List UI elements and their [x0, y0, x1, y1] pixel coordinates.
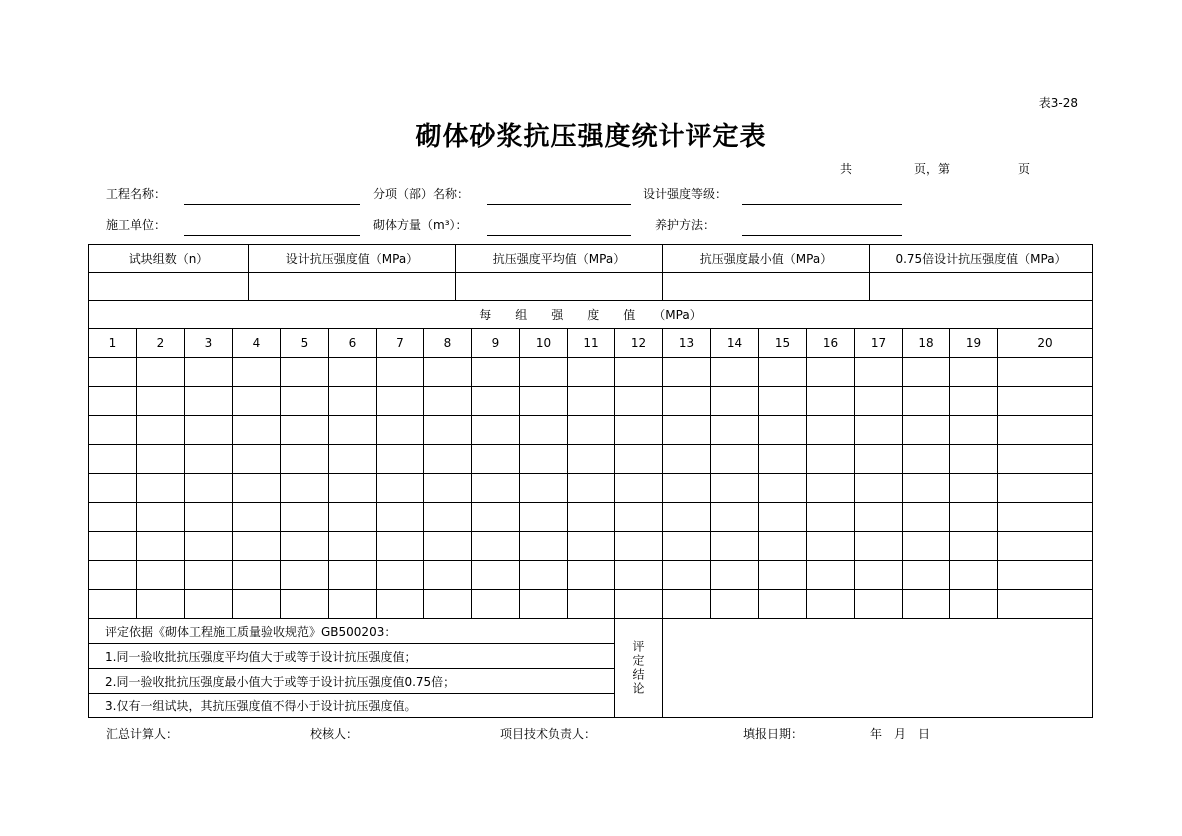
- strength-value-cell[interactable]: [662, 444, 711, 474]
- strength-value-cell[interactable]: [88, 560, 137, 590]
- strength-value-cell[interactable]: [88, 473, 137, 503]
- strength-value-cell[interactable]: [184, 444, 233, 474]
- strength-value-cell[interactable]: [567, 502, 615, 532]
- strength-value-cell[interactable]: [328, 444, 377, 474]
- strength-value-cell[interactable]: [949, 444, 998, 474]
- strength-value-cell[interactable]: [232, 502, 281, 532]
- strength-value-cell[interactable]: [88, 444, 137, 474]
- header-cell: [88, 244, 249, 273]
- strength-value-cell[interactable]: [184, 415, 233, 445]
- column-number-text: 11: [583, 336, 599, 350]
- column-number-text: 15: [774, 336, 791, 350]
- strength-value-cell[interactable]: [997, 560, 1093, 590]
- strength-value-cell[interactable]: [662, 531, 711, 561]
- strength-value-cell[interactable]: [854, 357, 903, 387]
- strength-value-cell[interactable]: [806, 444, 855, 474]
- strength-value-cell[interactable]: [136, 415, 185, 445]
- strength-value-cell[interactable]: [997, 473, 1093, 503]
- strength-value-cell[interactable]: [232, 473, 281, 503]
- column-number: [136, 328, 185, 358]
- strength-value-cell[interactable]: [854, 473, 903, 503]
- strength-value-cell[interactable]: [806, 386, 855, 416]
- column-number-text: 10: [535, 336, 552, 350]
- header-cell: [248, 244, 456, 273]
- strength-value-cell[interactable]: [376, 357, 424, 387]
- strength-value-cell[interactable]: [328, 386, 377, 416]
- strength-value-cell[interactable]: [471, 415, 520, 445]
- strength-value-cell[interactable]: [423, 357, 472, 387]
- strength-value-cell[interactable]: [710, 531, 759, 561]
- contractor-field[interactable]: [184, 235, 360, 236]
- strength-value-cell[interactable]: [376, 444, 424, 474]
- header-value-cell[interactable]: [248, 272, 456, 301]
- criteria-line-text: 1.同一验收批抗压强度平均值大于或等于设计抗压强度值；: [105, 649, 417, 664]
- strength-value-cell[interactable]: [423, 560, 472, 590]
- header-cell: [869, 244, 1093, 273]
- column-number-text: 13: [678, 336, 695, 350]
- strength-value-cell[interactable]: [710, 357, 759, 387]
- strength-value-cell[interactable]: [232, 415, 281, 445]
- column-number: [232, 328, 281, 358]
- strength-value-cell[interactable]: [949, 386, 998, 416]
- strength-value-cell[interactable]: [854, 386, 903, 416]
- strength-value-cell[interactable]: [328, 502, 377, 532]
- strength-value-cell[interactable]: [806, 560, 855, 590]
- criteria-line: [88, 668, 615, 694]
- strength-value-cell[interactable]: [471, 560, 520, 590]
- column-number: [519, 328, 568, 358]
- strength-value-cell[interactable]: [662, 415, 711, 445]
- column-number: [567, 328, 615, 358]
- strength-value-cell[interactable]: [854, 502, 903, 532]
- strength-value-cell[interactable]: [280, 531, 329, 561]
- calculator-label: 汇总计算人：: [106, 727, 179, 741]
- column-number: [88, 328, 137, 358]
- project-name-field[interactable]: [184, 204, 360, 205]
- strength-value-cell[interactable]: [662, 473, 711, 503]
- strength-value-cell[interactable]: [614, 589, 663, 619]
- strength-value-cell[interactable]: [519, 560, 568, 590]
- strength-value-cell[interactable]: [997, 589, 1093, 619]
- strength-value-cell[interactable]: [471, 531, 520, 561]
- header-value-cell[interactable]: [455, 272, 663, 301]
- strength-value-cell[interactable]: [471, 473, 520, 503]
- group-values-label: [88, 300, 1093, 329]
- column-number: [758, 328, 807, 358]
- group-values-label-text: 每 组 强 度 值 （MPa）: [479, 308, 702, 322]
- strength-value-cell[interactable]: [614, 531, 663, 561]
- strength-value-cell[interactable]: [232, 589, 281, 619]
- strength-value-cell[interactable]: [88, 357, 137, 387]
- strength-value-cell[interactable]: [997, 444, 1093, 474]
- strength-value-cell[interactable]: [806, 473, 855, 503]
- strength-value-cell[interactable]: [758, 502, 807, 532]
- strength-value-cell[interactable]: [423, 415, 472, 445]
- strength-value-cell[interactable]: [567, 560, 615, 590]
- strength-value-cell[interactable]: [136, 560, 185, 590]
- strength-value-cell[interactable]: [471, 502, 520, 532]
- curing-label: 养护方法：: [655, 218, 716, 232]
- strength-value-cell[interactable]: [997, 386, 1093, 416]
- strength-value-cell[interactable]: [328, 415, 377, 445]
- strength-value-cell[interactable]: [328, 560, 377, 590]
- strength-value-cell[interactable]: [949, 560, 998, 590]
- strength-value-cell[interactable]: [519, 502, 568, 532]
- header-cell: [662, 244, 870, 273]
- strength-value-cell[interactable]: [662, 502, 711, 532]
- strength-value-cell[interactable]: [614, 415, 663, 445]
- strength-value-cell[interactable]: [854, 444, 903, 474]
- conclusion-field[interactable]: [662, 618, 1093, 718]
- column-number-text: 14: [726, 336, 743, 350]
- column-number-text: 5: [300, 336, 309, 350]
- criteria-line-text: 3.仅有一组试块，其抗压强度值不得小于设计抗压强度值。: [105, 699, 417, 713]
- header-cell-text: 抗压强度平均值（MPa）: [492, 252, 626, 266]
- header-value-cell[interactable]: [88, 272, 249, 301]
- strength-value-cell[interactable]: [471, 357, 520, 387]
- strength-value-cell[interactable]: [184, 473, 233, 503]
- strength-value-cell[interactable]: [758, 415, 807, 445]
- strength-value-cell[interactable]: [88, 531, 137, 561]
- column-number-text: 4: [252, 336, 261, 350]
- strength-value-cell[interactable]: [184, 560, 233, 590]
- strength-value-cell[interactable]: [280, 386, 329, 416]
- strength-value-cell[interactable]: [662, 386, 711, 416]
- criteria-line: [88, 693, 615, 718]
- strength-value-cell[interactable]: [232, 386, 281, 416]
- strength-value-cell[interactable]: [376, 589, 424, 619]
- strength-value-cell[interactable]: [854, 560, 903, 590]
- column-number: [614, 328, 663, 358]
- header-cell-text: 抗压强度最小值（MPa）: [699, 252, 833, 266]
- strength-value-cell[interactable]: [662, 589, 711, 619]
- strength-value-cell[interactable]: [854, 415, 903, 445]
- header-cell: [455, 244, 663, 273]
- strength-value-cell[interactable]: [902, 415, 950, 445]
- strength-value-cell[interactable]: [567, 473, 615, 503]
- strength-value-cell[interactable]: [758, 589, 807, 619]
- strength-value-cell[interactable]: [614, 444, 663, 474]
- strength-value-cell[interactable]: [519, 386, 568, 416]
- date-value: 年 月 日: [870, 727, 931, 741]
- strength-value-cell[interactable]: [376, 502, 424, 532]
- column-number: [997, 328, 1093, 358]
- criteria-line: [88, 618, 615, 644]
- strength-value-cell[interactable]: [806, 589, 855, 619]
- strength-value-cell[interactable]: [280, 357, 329, 387]
- strength-value-cell[interactable]: [567, 531, 615, 561]
- strength-value-cell[interactable]: [280, 502, 329, 532]
- strength-value-cell[interactable]: [423, 444, 472, 474]
- column-number: [662, 328, 711, 358]
- strength-value-cell[interactable]: [902, 444, 950, 474]
- conclusion-label-text: 评定结论: [631, 640, 645, 696]
- strength-value-cell[interactable]: [519, 357, 568, 387]
- column-number: [949, 328, 998, 358]
- strength-value-cell[interactable]: [376, 386, 424, 416]
- page-sep-label: 页，第: [914, 162, 951, 176]
- strength-value-cell[interactable]: [136, 386, 185, 416]
- criteria-line-text: 评定依据《砌体工程施工质量验收规范》GB500203：: [105, 624, 397, 639]
- strength-value-cell[interactable]: [376, 473, 424, 503]
- strength-value-cell[interactable]: [710, 589, 759, 619]
- strength-value-cell[interactable]: [662, 560, 711, 590]
- strength-value-cell[interactable]: [184, 531, 233, 561]
- strength-value-cell[interactable]: [280, 589, 329, 619]
- strength-value-cell[interactable]: [902, 473, 950, 503]
- header-cell-text: 0.75倍设计抗压强度值（MPa）: [895, 252, 1067, 266]
- strength-value-cell[interactable]: [997, 357, 1093, 387]
- strength-value-cell[interactable]: [902, 589, 950, 619]
- header-cell-text: 试块组数（n）: [128, 252, 209, 266]
- strength-value-cell[interactable]: [471, 386, 520, 416]
- strength-value-cell[interactable]: [806, 531, 855, 561]
- column-number: [806, 328, 855, 358]
- strength-value-cell[interactable]: [758, 560, 807, 590]
- column-number-text: 3: [204, 336, 213, 350]
- strength-value-cell[interactable]: [376, 531, 424, 561]
- criteria-line: [88, 643, 615, 669]
- strength-value-cell[interactable]: [710, 386, 759, 416]
- strength-value-cell[interactable]: [376, 415, 424, 445]
- strength-value-cell[interactable]: [758, 531, 807, 561]
- strength-value-cell[interactable]: [328, 357, 377, 387]
- strength-value-cell[interactable]: [136, 502, 185, 532]
- strength-value-cell[interactable]: [423, 473, 472, 503]
- column-number-text: 1: [108, 336, 117, 350]
- strength-value-cell[interactable]: [136, 589, 185, 619]
- strength-value-cell[interactable]: [567, 589, 615, 619]
- page-end-label: 页: [1018, 162, 1031, 176]
- strength-value-cell[interactable]: [662, 357, 711, 387]
- date-label: 填报日期：: [743, 727, 804, 741]
- strength-value-cell[interactable]: [88, 589, 137, 619]
- sub-item-field[interactable]: [487, 204, 631, 205]
- strength-value-cell[interactable]: [854, 589, 903, 619]
- strength-value-cell[interactable]: [997, 415, 1093, 445]
- strength-value-cell[interactable]: [949, 357, 998, 387]
- strength-value-cell[interactable]: [519, 473, 568, 503]
- column-number: [471, 328, 520, 358]
- strength-value-cell[interactable]: [758, 444, 807, 474]
- strength-value-cell[interactable]: [902, 502, 950, 532]
- strength-value-cell[interactable]: [136, 473, 185, 503]
- strength-value-cell[interactable]: [280, 415, 329, 445]
- column-number-text: 6: [348, 336, 357, 350]
- contractor-label: 施工单位：: [106, 218, 167, 232]
- design-grade-label: 设计强度等级：: [643, 187, 728, 201]
- strength-value-cell[interactable]: [567, 444, 615, 474]
- strength-value-cell[interactable]: [423, 386, 472, 416]
- strength-value-cell[interactable]: [949, 473, 998, 503]
- strength-value-cell[interactable]: [902, 357, 950, 387]
- strength-value-cell[interactable]: [854, 531, 903, 561]
- strength-value-cell[interactable]: [949, 415, 998, 445]
- strength-value-cell[interactable]: [280, 560, 329, 590]
- strength-value-cell[interactable]: [902, 531, 950, 561]
- strength-value-cell[interactable]: [519, 589, 568, 619]
- strength-value-cell[interactable]: [567, 357, 615, 387]
- strength-value-cell[interactable]: [88, 386, 137, 416]
- strength-value-cell[interactable]: [949, 531, 998, 561]
- strength-value-cell[interactable]: [184, 386, 233, 416]
- strength-value-cell[interactable]: [567, 415, 615, 445]
- project-name-label: 工程名称：: [106, 187, 167, 201]
- strength-value-cell[interactable]: [902, 386, 950, 416]
- strength-value-cell[interactable]: [806, 415, 855, 445]
- strength-value-cell[interactable]: [949, 589, 998, 619]
- column-number: [328, 328, 377, 358]
- strength-value-cell[interactable]: [519, 531, 568, 561]
- column-number-text: 2: [156, 336, 165, 350]
- strength-value-cell[interactable]: [232, 444, 281, 474]
- strength-value-cell[interactable]: [519, 444, 568, 474]
- column-number: [710, 328, 759, 358]
- strength-value-cell[interactable]: [88, 415, 137, 445]
- curing-field[interactable]: [742, 235, 902, 236]
- header-value-cell[interactable]: [662, 272, 870, 301]
- strength-value-cell[interactable]: [806, 502, 855, 532]
- strength-value-cell[interactable]: [710, 444, 759, 474]
- strength-value-cell[interactable]: [423, 589, 472, 619]
- strength-value-cell[interactable]: [136, 531, 185, 561]
- strength-value-cell[interactable]: [280, 473, 329, 503]
- column-number: [854, 328, 903, 358]
- tech-lead-label: 项目技术负责人：: [500, 727, 597, 741]
- volume-label: 砌体方量（m³）：: [373, 218, 468, 232]
- strength-value-cell[interactable]: [423, 531, 472, 561]
- column-number: [280, 328, 329, 358]
- column-number-text: 9: [491, 336, 500, 350]
- strength-value-cell[interactable]: [232, 560, 281, 590]
- strength-value-cell[interactable]: [614, 502, 663, 532]
- header-value-cell[interactable]: [869, 272, 1093, 301]
- strength-value-cell[interactable]: [471, 589, 520, 619]
- strength-value-cell[interactable]: [519, 415, 568, 445]
- column-number-text: 7: [396, 336, 404, 350]
- strength-value-cell[interactable]: [232, 357, 281, 387]
- strength-value-cell[interactable]: [758, 386, 807, 416]
- strength-value-cell[interactable]: [184, 357, 233, 387]
- strength-value-cell[interactable]: [614, 560, 663, 590]
- strength-value-cell[interactable]: [710, 415, 759, 445]
- strength-value-cell[interactable]: [328, 531, 377, 561]
- strength-value-cell[interactable]: [328, 473, 377, 503]
- column-number-text: 12: [630, 336, 647, 350]
- strength-value-cell[interactable]: [136, 444, 185, 474]
- strength-value-cell[interactable]: [710, 502, 759, 532]
- column-number: [184, 328, 233, 358]
- design-grade-field[interactable]: [742, 204, 902, 205]
- column-number-text: 8: [443, 336, 452, 350]
- column-number-text: 17: [870, 336, 887, 350]
- strength-value-cell[interactable]: [949, 502, 998, 532]
- column-number: [902, 328, 950, 358]
- conclusion-label: [614, 618, 663, 718]
- column-number-text: 19: [965, 336, 982, 350]
- page-total-label: 共: [840, 162, 853, 176]
- strength-value-cell[interactable]: [88, 502, 137, 532]
- sub-item-label: 分项（部）名称：: [373, 187, 470, 201]
- strength-value-cell[interactable]: [758, 473, 807, 503]
- column-number-text: 18: [918, 336, 934, 350]
- volume-field[interactable]: [487, 235, 631, 236]
- strength-value-cell[interactable]: [376, 560, 424, 590]
- header-cell-text: 设计抗压强度值（MPa）: [285, 252, 419, 266]
- form-number: 表3-28: [1038, 96, 1078, 110]
- strength-value-cell[interactable]: [614, 386, 663, 416]
- strength-value-cell[interactable]: [423, 502, 472, 532]
- strength-value-cell[interactable]: [997, 531, 1093, 561]
- strength-value-cell[interactable]: [710, 473, 759, 503]
- strength-value-cell[interactable]: [184, 589, 233, 619]
- strength-value-cell[interactable]: [902, 560, 950, 590]
- strength-value-cell[interactable]: [710, 560, 759, 590]
- strength-value-cell[interactable]: [280, 444, 329, 474]
- strength-value-cell[interactable]: [232, 531, 281, 561]
- criteria-line-text: 2.同一验收批抗压强度最小值大于或等于设计抗压强度值0.75倍；: [105, 674, 456, 689]
- column-number-text: 16: [822, 336, 839, 350]
- page-title: 砌体砂浆抗压强度统计评定表: [415, 122, 767, 152]
- strength-value-cell[interactable]: [328, 589, 377, 619]
- column-number-text: 20: [1037, 336, 1053, 350]
- column-number: [423, 328, 472, 358]
- strength-value-cell[interactable]: [806, 357, 855, 387]
- strength-value-cell[interactable]: [184, 502, 233, 532]
- strength-value-cell[interactable]: [136, 357, 185, 387]
- strength-value-cell[interactable]: [758, 357, 807, 387]
- strength-value-cell[interactable]: [997, 502, 1093, 532]
- strength-value-cell[interactable]: [614, 473, 663, 503]
- column-number: [376, 328, 424, 358]
- strength-value-cell[interactable]: [614, 357, 663, 387]
- checker-label: 校核人：: [310, 727, 359, 741]
- strength-value-cell[interactable]: [471, 444, 520, 474]
- strength-value-cell[interactable]: [567, 386, 615, 416]
